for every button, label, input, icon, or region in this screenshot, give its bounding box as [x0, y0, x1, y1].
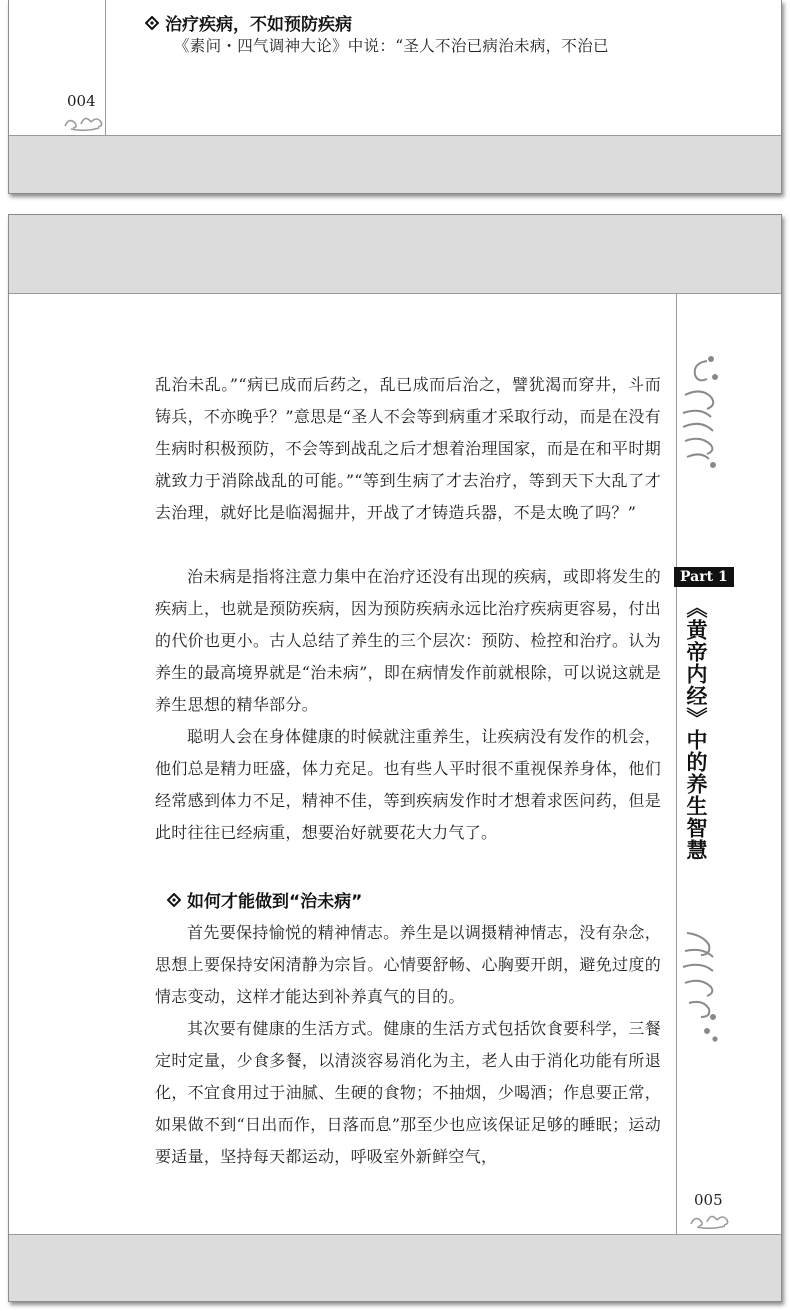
body-text-line: 《素问・四气调神大论》中说：“圣人不治已病治未病，不治已 — [174, 37, 609, 55]
diamond-bullet-icon — [167, 893, 181, 907]
header-band — [9, 215, 781, 294]
heading-text: 如何才能做到“治未病” — [187, 892, 363, 912]
page-number: 005 — [694, 1191, 723, 1209]
footer-band — [9, 135, 781, 194]
paragraph-3: 聪明人会在身体健康的时候就注重养生，让疾病没有发作的机会，他们总是精力旺盛，体力充足。也有些人平时很不重视保养身体，他们经常感到体力不足，精神不佳，等到疾病发作时才想着求医问药，但是此时往往已经病重，想要治好就要花大力气了。 — [155, 727, 661, 842]
footer-band — [9, 1234, 781, 1302]
paragraph-1: 乱治未乱。”“病已成而后药之，乱已成而后治之，譬犹渴而穿井，斗而铸兵，不亦晚乎？”意思是“圣人不会等到病重才采取行动，而是在没有生病时积极预防，不会等到战乱之后才想着治理国家，而是在和平时期就致力于消除战乱的可能。”“等到生病了才去治疗，等到天下大乱了才去治理，就好比是临渴掘井，开战了才铸造兵器，不是太晚了吗？” — [155, 375, 661, 522]
side-title: 《黄帝内经》中的养生智慧 — [684, 597, 708, 861]
paragraph-5: 其次要有健康的生活方式。健康的生活方式包括饮食要科学，三餐定时定量，少食多餐，以清淡容易消化为主，老人由于消化功能有所退化，不宜食用过于油腻、生硬的食物；不抽烟，少喝酒；作息要正常，如果做不到“日出而作，日落而息”那至少也应该保证足够的睡眠；运动要适量，坚持每天都运动，呼吸室外新鲜空气， — [155, 1019, 661, 1166]
cloud-ornament-icon — [61, 112, 109, 132]
page-number: 004 — [67, 92, 96, 110]
section-heading-zhiweibing — [167, 887, 362, 912]
heading-text: 治疗疾病，不如预防疾病 — [165, 15, 352, 35]
page-005 — [8, 214, 782, 1302]
cloud-ornament-icon — [687, 1210, 735, 1230]
diamond-bullet-icon — [145, 16, 159, 30]
page-004 — [8, 0, 782, 194]
part-label: Part 1 — [674, 567, 734, 587]
wave-ornament-icon — [677, 927, 721, 1047]
paragraph-2: 治未病是指将注意力集中在治疗还没有出现的疾病，或即将发生的疾病上，也就是预防疾病，因为预防疾病永远比治疗疾病更容易，付出的代价也更小。古人总结了养生的三个层次：预防、检控和治疗。认为养生的最高境界就是“治未病”，即在病情发作前就根除，可以说这就是养生思想的精华部分。 — [155, 567, 661, 714]
wave-ornament-icon — [677, 355, 721, 475]
paragraph-4: 首先要保持愉悦的精神情志。养生是以调摄精神情志，没有杂念，思想上要保持安闲清静为宗旨。心情要舒畅、心胸要开朗，避免过度的情志变动，这样才能达到补养真气的目的。 — [155, 923, 661, 1006]
